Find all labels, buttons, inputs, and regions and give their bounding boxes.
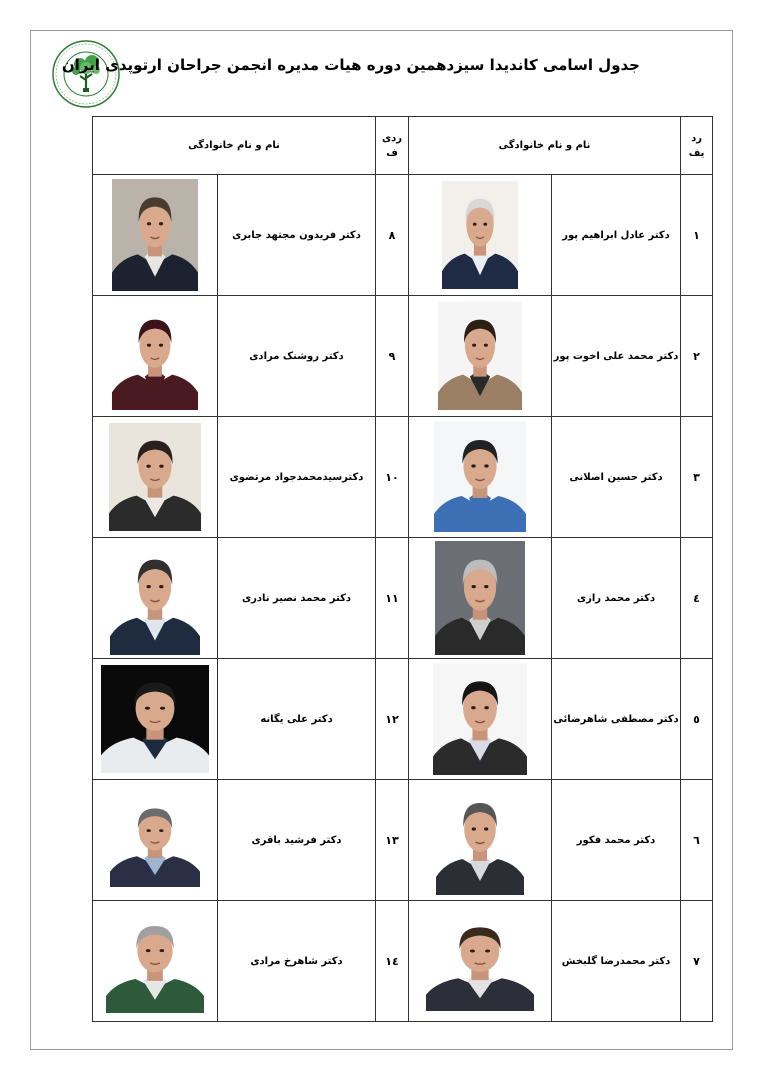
table-row <box>93 780 713 901</box>
table-row <box>93 901 713 1022</box>
table-header-row <box>93 117 713 175</box>
right-candidate-name: دکتر علی یگانه <box>218 659 376 780</box>
left-candidate-photo <box>435 541 525 655</box>
header-row-number-right-line2: ف <box>386 147 398 159</box>
right-candidate-name: دکتر محمد نصیر نادری <box>218 538 376 659</box>
candidates-table <box>92 116 713 1022</box>
right-photo-cell <box>93 175 218 296</box>
left-candidate-photo <box>438 302 522 410</box>
right-photo-cell <box>93 538 218 659</box>
candidates-table-body <box>93 175 713 1022</box>
left-photo-cell <box>409 175 552 296</box>
left-row-number: ۲ <box>681 296 713 417</box>
right-candidate-photo <box>112 302 198 410</box>
left-candidate-name: دکتر محمد علی اخوت پور <box>552 296 681 417</box>
left-candidate-name: دکتر محمد فکور <box>552 780 681 901</box>
left-row-number: ۱ <box>681 175 713 296</box>
right-row-number: ۱۳ <box>376 780 409 901</box>
left-photo-cell <box>409 538 552 659</box>
document-title: جدول اسامی کاندیدا سیزدهمین دوره هیات مدیره انجمن جراحان ارتوپدی ایران <box>61 56 640 74</box>
left-candidate-name: دکتر محمد رازی <box>552 538 681 659</box>
header-name-right: نام و نام خانوادگی <box>93 117 376 175</box>
left-candidate-photo <box>433 663 527 775</box>
right-row-number: ۱۱ <box>376 538 409 659</box>
right-candidate-name: دکتر روشنک مرادی <box>218 296 376 417</box>
left-row-number: ٦ <box>681 780 713 901</box>
header-name-left: نام و نام خانوادگی <box>409 117 681 175</box>
right-candidate-photo <box>110 541 200 655</box>
left-candidate-name: دکتر مصطفی شاهرضائی <box>552 659 681 780</box>
right-candidate-photo <box>101 665 209 773</box>
right-candidate-photo <box>109 423 201 531</box>
right-candidate-name: دکترسیدمحمدجواد مرتضوی <box>218 417 376 538</box>
left-photo-cell <box>409 417 552 538</box>
table-row <box>93 175 713 296</box>
left-candidate-photo <box>442 181 518 289</box>
right-row-number: ۱۰ <box>376 417 409 538</box>
left-candidate-name: دکتر حسین اصلانی <box>552 417 681 538</box>
right-candidate-name: دکتر شاهرخ مرادی <box>218 901 376 1022</box>
association-seal-icon <box>52 40 120 108</box>
header-row-number-left-line1: رد <box>691 132 702 144</box>
left-row-number: ۳ <box>681 417 713 538</box>
left-row-number: ٤ <box>681 538 713 659</box>
left-candidate-name: دکتر عادل ابراهیم پور <box>552 175 681 296</box>
left-candidate-photo <box>436 785 524 895</box>
right-photo-cell <box>93 659 218 780</box>
right-photo-cell <box>93 780 218 901</box>
table-row <box>93 417 713 538</box>
right-photo-cell <box>93 901 218 1022</box>
table-row <box>93 296 713 417</box>
left-photo-cell <box>409 780 552 901</box>
right-row-number: ۸ <box>376 175 409 296</box>
left-row-number: ٥ <box>681 659 713 780</box>
right-row-number: ۱۲ <box>376 659 409 780</box>
right-candidate-photo <box>110 793 200 887</box>
header-row-number-left <box>681 117 713 175</box>
right-candidate-photo <box>112 179 198 291</box>
header-row-number-right-line1: ردی <box>381 132 403 144</box>
right-candidate-photo <box>106 909 204 1013</box>
right-row-number: ۹ <box>376 296 409 417</box>
table-row <box>93 538 713 659</box>
left-candidate-name: دکتر محمدرضا گلبخش <box>552 901 681 1022</box>
header-row-number-left-line2: یف <box>688 147 705 159</box>
left-photo-cell <box>409 296 552 417</box>
right-row-number: ۱٤ <box>376 901 409 1022</box>
right-candidate-name: دکتر فریدون مجتهد جابری <box>218 175 376 296</box>
left-candidate-photo <box>434 422 526 532</box>
left-candidate-photo <box>426 911 534 1011</box>
right-photo-cell <box>93 296 218 417</box>
right-photo-cell <box>93 417 218 538</box>
left-photo-cell <box>409 901 552 1022</box>
left-photo-cell <box>409 659 552 780</box>
header-row-number-right <box>376 117 409 175</box>
table-row <box>93 659 713 780</box>
left-row-number: ۷ <box>681 901 713 1022</box>
right-candidate-name: دکتر فرشید باقری <box>218 780 376 901</box>
